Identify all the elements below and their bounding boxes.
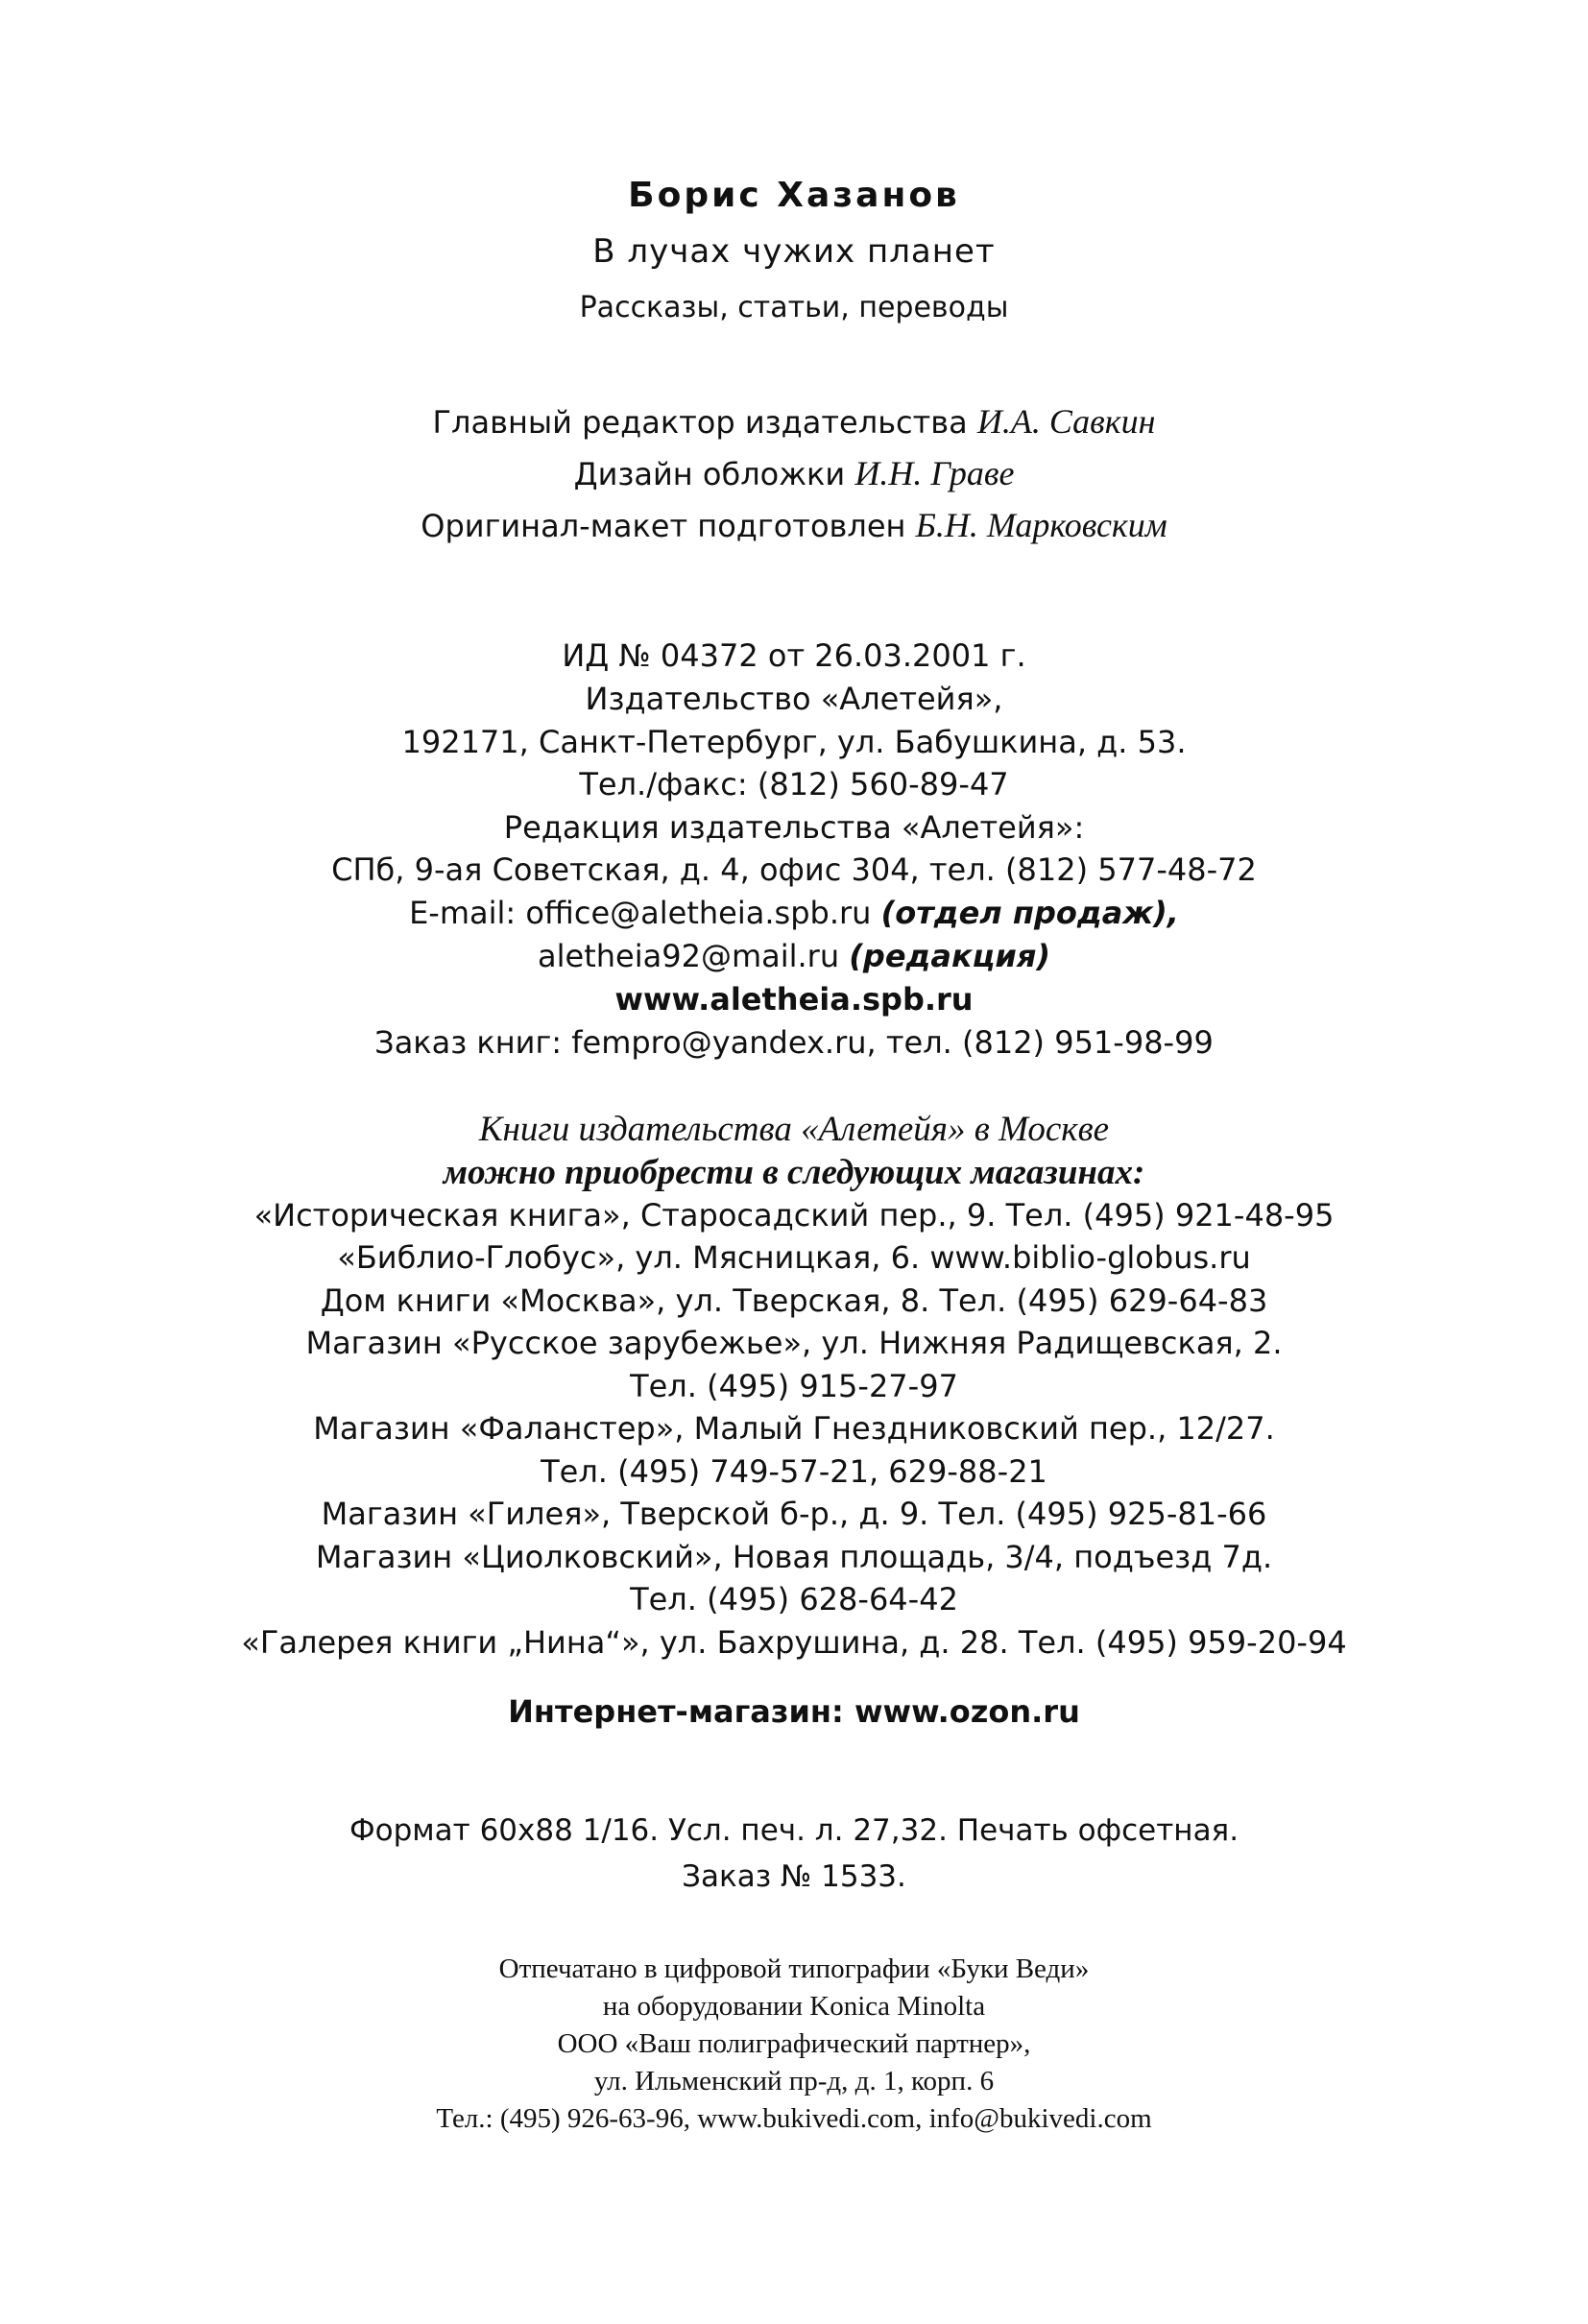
layout-label: Оригинал-макет подготовлен: [421, 508, 916, 544]
email-sales: E-mail: office@aletheia.spb.ru: [409, 895, 881, 931]
cover-credit: [0, 456, 1588, 491]
printer-line-4: ул. Ильменский пр-д, д. 1, корп. 6: [593, 2066, 995, 2096]
shop-line: «Галерея книги „Нина“», ул. Бахрушина, д. 28. Тел. (495) 959-20-94: [241, 1624, 1347, 1661]
cover-designer-name: И.Н. Граве: [854, 454, 1015, 492]
editor-credit: [0, 404, 1588, 439]
email-editorial-note: (редакция): [849, 938, 1050, 974]
shops-heading-2: можно приобрести в следующих магазинах:: [443, 1153, 1145, 1192]
editor-name: И.А. Савкин: [976, 402, 1156, 441]
printer-line-5: Тел.: (495) 926-63-96, www.bukivedi.com, info@bukivedi.com: [436, 2103, 1152, 2134]
shop-line: «Историческая книга», Старосадский пер., 9. Тел. (495) 921-48-95: [253, 1197, 1335, 1234]
online-store: Интернет-магазин: www.ozon.ru: [508, 1693, 1080, 1730]
shop-line: Дом книги «Москва», ул. Тверская, 8. Тел. (495) 629-64-83: [320, 1282, 1268, 1319]
layout-credit: [0, 508, 1588, 542]
email-editorial: aletheia92@mail.ru: [538, 938, 850, 974]
shop-line: Тел. (495) 628-64-42: [630, 1581, 958, 1617]
shop-line: Магазин «Циолковский», Новая площадь, 3/4, подъезд 7д.: [315, 1539, 1273, 1575]
printer-line-3: ООО «Ваш полиграфический партнер»,: [557, 2028, 1031, 2059]
shop-line: Магазин «Русское зарубежье», ул. Нижняя Радищевская, 2.: [305, 1325, 1283, 1361]
printer-line-1: Отпечатано в цифровой типографии «Буки Веди»: [498, 1953, 1090, 1984]
publisher-id: ИД № 04372 от 26.03.2001 г.: [562, 637, 1026, 674]
shop-line: Тел. (495) 749-57-21, 629-88-21: [541, 1453, 1047, 1490]
cover-label: Дизайн обложки: [573, 456, 855, 492]
printer-line-2: на оборудовании Konica Minolta: [602, 1991, 986, 2022]
order-number: Заказ № 1533.: [682, 1859, 906, 1894]
publisher-website: www.aletheia.spb.ru: [614, 981, 974, 1018]
shop-line: Магазин «Фаланстер», Малый Гнездниковский пер., 12/27.: [313, 1410, 1275, 1447]
editor-label: Главный редактор издательства: [432, 404, 977, 441]
email-sales-note: (отдел продаж),: [880, 895, 1179, 931]
shop-line: Тел. (495) 915-27-97: [630, 1368, 958, 1404]
shop-line: Магазин «Гилея», Тверской б-р., д. 9. Тел. (495) 925-81-66: [321, 1496, 1267, 1532]
layout-author-name: Б.Н. Марковским: [915, 506, 1167, 544]
email2-line: [0, 938, 1588, 974]
publisher-address: 192171, Санкт-Петербург, ул. Бабушкина, д. 53.: [401, 724, 1187, 760]
editorial-address: СПб, 9-ая Советская, д. 4, офис 304, тел. (812) 577-48-72: [331, 851, 1257, 888]
shops-heading-1: Книги издательства «Алетейя» в Москве: [478, 1110, 1110, 1149]
publisher-name: Издательство «Алетейя»,: [585, 681, 1003, 717]
email-line: [0, 895, 1588, 931]
orders-line: Заказ книг: fempro@yandex.ru, тел. (812) 951-98-99: [374, 1024, 1214, 1061]
format-line: Формат 60х88 1/16. Усл. печ. л. 27,32. Печать офсетная.: [349, 1813, 1239, 1848]
publisher-phone: Тел./факс: (812) 560-89-47: [579, 766, 1009, 803]
book-title: В лучах чужих планет: [592, 232, 996, 271]
editorial-label: Редакция издательства «Алетейя»:: [503, 809, 1085, 846]
author-name: Борис Хазанов: [628, 176, 960, 215]
book-subtitle: Рассказы, статьи, переводы: [579, 291, 1009, 324]
shop-line: «Библио-Глобус», ул. Мясницкая, 6. www.biblio-globus.ru: [337, 1239, 1251, 1276]
